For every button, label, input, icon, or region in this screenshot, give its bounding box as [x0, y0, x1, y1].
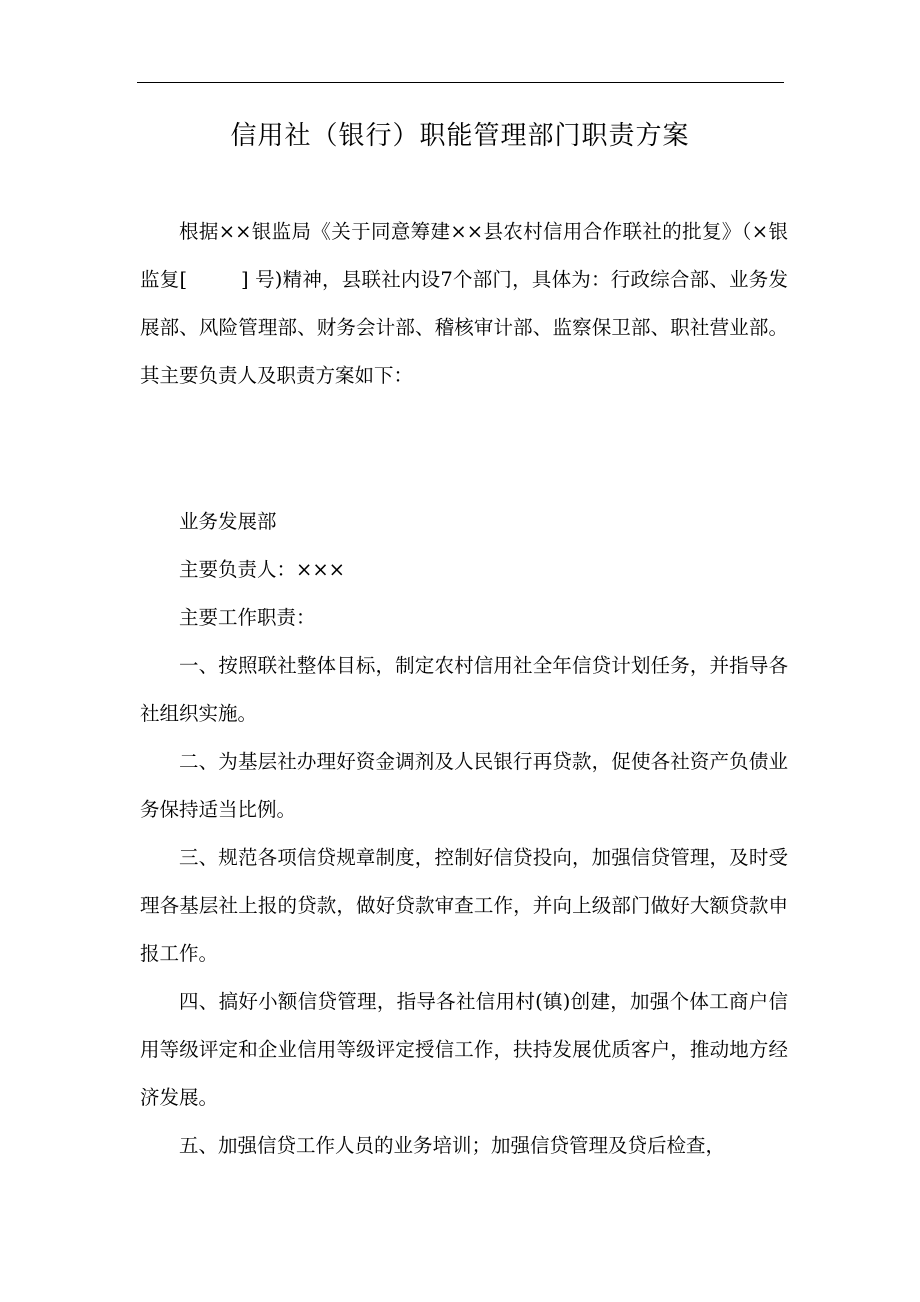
- duty-item: 一、按照联社整体目标，制定农村信用社全年信贷计划任务，并指导各社组织实施。: [140, 654, 788, 725]
- duty-item: 三、规范各项信贷规章制度，控制好信贷投向，加强信贷管理，及时受理各基层社上报的贷款，做好贷款审查工作，并向上级部门做好大额贷款申报工作。: [140, 846, 788, 965]
- header-rule: [137, 82, 784, 83]
- duties-label: 主要工作职责：: [179, 606, 316, 629]
- department-name: 业务发展部: [179, 510, 277, 533]
- duty-item: 五、加强信贷工作人员的业务培训；加强信贷管理及贷后检查，: [179, 1134, 726, 1157]
- duty-item: 二、为基层社办理好资金调剂及人民银行再贷款，促使各社资产负债业务保持适当比例。: [140, 750, 788, 821]
- duty-item: 四、搞好小额信贷管理，指导各社信用村(镇)创建，加强个体工商户信用等级评定和企业信用等级评定授信工作，扶持发展优质客户，推动地方经济发展。: [140, 990, 788, 1109]
- document-title: 信用社（银行）职能管理部门职责方案: [230, 121, 690, 151]
- intro-section: [140, 208, 788, 400]
- intro-paragraph: [140, 208, 788, 400]
- intro-text-start: 根据××银监局《关于同意筹建××县农村信用合作联社的批复》（×银监复[: [140, 220, 788, 291]
- department-section: [140, 498, 788, 1170]
- department-head: 主要负责人：×××: [179, 558, 346, 581]
- intro-text-end: ] 号)精神，县联社内设7个部门，具体为：行政综合部、业务发展部、风险管理部、财务会计部、稽核审计部、监察保卫部、职社营业部。其主要负责人及职责方案如下：: [140, 268, 788, 387]
